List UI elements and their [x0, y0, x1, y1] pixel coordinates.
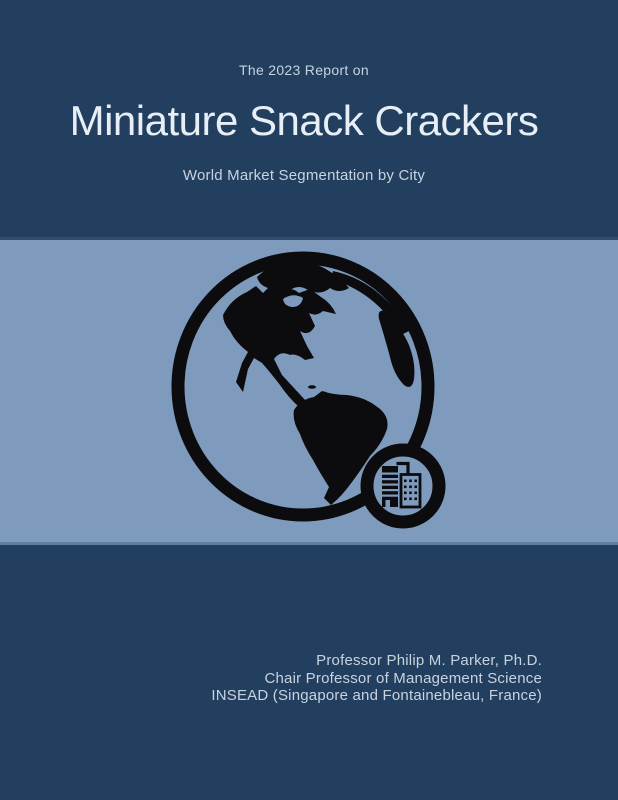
author-block	[211, 652, 542, 705]
report-year-line: The 2023 Report on	[239, 62, 369, 78]
island-speck	[322, 392, 327, 395]
island-speck	[333, 508, 338, 512]
author-line: INSEAD (Singapore and Fontainebleau, France)	[211, 687, 542, 705]
report-title: Miniature Snack Crackers	[69, 97, 539, 144]
building-door	[386, 500, 391, 507]
building-right-block	[401, 475, 420, 508]
report-subtitle: World Market Segmentation by City	[182, 167, 426, 184]
author-line: Professor Philip M. Parker, Ph.D.	[316, 652, 542, 669]
author-line: Chair Professor of Management Science	[264, 669, 542, 687]
island-speck	[308, 385, 316, 389]
building-icon	[367, 450, 439, 522]
globe-americas-icon	[163, 247, 449, 532]
north-america-landmass	[223, 285, 336, 407]
